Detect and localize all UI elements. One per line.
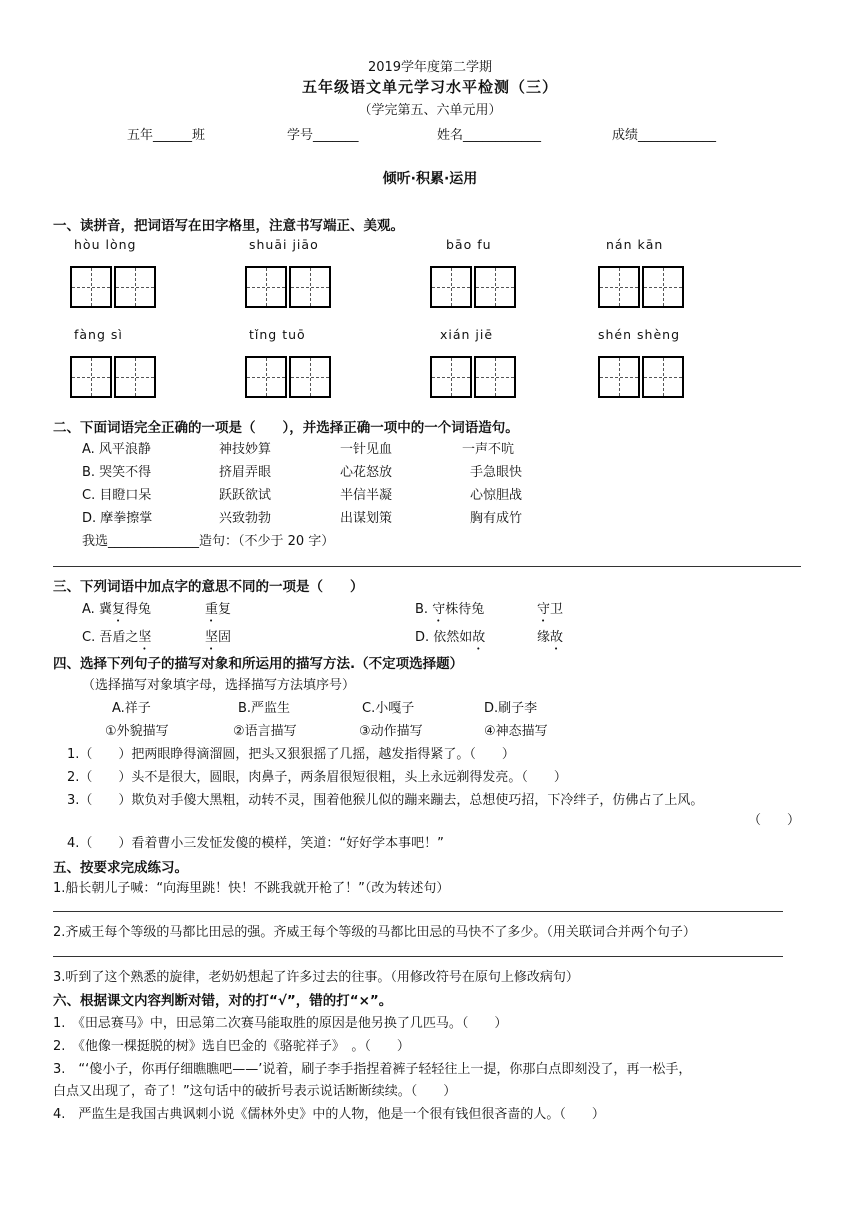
tianzi-grid-3[interactable] bbox=[430, 266, 518, 310]
pinyin-1: hòu lòng bbox=[74, 237, 137, 252]
q3-option-b[interactable] bbox=[415, 598, 484, 625]
q2-option-d[interactable]: D. 摩拳擦掌 bbox=[82, 511, 153, 526]
student-number-field[interactable]: 学号_______ bbox=[287, 128, 359, 143]
q2-word: 一声不吭 bbox=[462, 442, 515, 457]
score-field[interactable]: 成绩____________ bbox=[612, 128, 717, 143]
q2-word: 兴致勃勃 bbox=[219, 511, 272, 526]
q2-sentence-prompt: 我选______________造句：（不少于 20 字） bbox=[82, 534, 335, 549]
class-field[interactable]: 五年______班 bbox=[127, 128, 206, 143]
tianzi-grid-6[interactable] bbox=[245, 356, 333, 400]
pinyin-7: xián jiē bbox=[440, 327, 494, 342]
q2-option-a[interactable]: A. 风平浪静 bbox=[82, 442, 151, 457]
q3-option-a-label: A. bbox=[82, 602, 99, 617]
q3-a-word-2: 重复 bbox=[205, 602, 232, 617]
q5-item-1: 1.船长朝儿子喊：“向海里跳！快！不跳我就开枪了！”（改为转述句） bbox=[53, 881, 450, 896]
pinyin-3: bāo fu bbox=[446, 237, 492, 252]
q2-word: 跃跃欲试 bbox=[219, 488, 272, 503]
tianzi-grid-1[interactable] bbox=[70, 266, 158, 310]
q4-method-2: ②语言描写 bbox=[233, 724, 297, 739]
page-subtitle: （学完第五、六单元用） bbox=[358, 103, 502, 118]
q3-option-c[interactable] bbox=[82, 626, 151, 653]
q3-a-word-1: 冀复得兔 bbox=[98, 602, 151, 617]
q4-object-d: D.刷子李 bbox=[484, 701, 538, 716]
q1-heading: 一、读拼音，把词语写在田字格里，注意书写端正、美观。 bbox=[53, 218, 404, 234]
pinyin-5: fàng sì bbox=[74, 327, 123, 342]
q2-word: 神技妙算 bbox=[219, 442, 272, 457]
q3-heading: 三、下列词语中加点字的意思不同的一项是（ ） bbox=[53, 579, 364, 595]
q3-option-c-label: C. bbox=[82, 630, 100, 645]
pinyin-8: shén shèng bbox=[598, 327, 681, 342]
q4-method-3: ③动作描写 bbox=[359, 724, 423, 739]
q2-word: 出谋划策 bbox=[340, 511, 393, 526]
page-title: 五年级语文单元学习水平检测（三） bbox=[301, 78, 558, 96]
q3-option-d-label: D. bbox=[415, 630, 434, 645]
q4-method-1: ①外貌描写 bbox=[105, 724, 169, 739]
q4-item-1[interactable]: 1.（ ）把两眼睁得滴溜圆，把头又狠狠摇了几摇，越发指得紧了。（ ） bbox=[67, 747, 515, 762]
pinyin-2: shuāi jiāo bbox=[249, 237, 319, 252]
pinyin-6: tǐng tuō bbox=[249, 327, 306, 342]
q2-option-b[interactable]: B. 哭笑不得 bbox=[82, 465, 152, 480]
q6-item-3[interactable]: 3. “‘傻小子，你再仔细瞧瞧吧——’说着，刷子李手指捏着裤子轻轻往上一提，你那白点即刻没了，再一松手， bbox=[53, 1062, 692, 1077]
q6-heading: 六、根据课文内容判断对错，对的打“√”，错的打“×”。 bbox=[53, 993, 393, 1009]
q2-word: 心惊胆战 bbox=[470, 488, 523, 503]
q4-object-c: C.小嘎子 bbox=[362, 701, 415, 716]
q6-item-3-cont[interactable]: 白点又出现了，奇了！”这句话中的破折号表示说话断断续续。（ ） bbox=[53, 1084, 457, 1099]
q3-b-word-2: 守卫 bbox=[537, 602, 564, 617]
q2-word: 手急眼快 bbox=[470, 465, 523, 480]
q6-item-2[interactable]: 2. 《他像一棵挺脱的树》选自巴金的《骆驼祥子》 。（ ） bbox=[53, 1039, 410, 1054]
tianzi-grid-5[interactable] bbox=[70, 356, 158, 400]
q5-answer-line-2[interactable] bbox=[53, 956, 783, 957]
q2-word: 胸有成竹 bbox=[470, 511, 523, 526]
q3-d-word-2: 缘故 bbox=[537, 630, 564, 645]
pinyin-4: nán kān bbox=[606, 237, 664, 252]
q5-item-2: 2.齐威王每个等级的马都比田忌的强。齐威王每个等级的马都比田忌的马快不了多少。（用关联词合并两个句子） bbox=[53, 925, 696, 940]
tianzi-grid-4[interactable] bbox=[598, 266, 686, 310]
tianzi-grid-8[interactable] bbox=[598, 356, 686, 400]
q3-option-d[interactable] bbox=[415, 626, 485, 653]
q6-item-1[interactable]: 1. 《田忌赛马》中，田忌第二次赛马能取胜的原因是他另换了几匹马。（ ） bbox=[53, 1016, 508, 1031]
q2-option-c[interactable]: C. 目瞪口呆 bbox=[82, 488, 152, 503]
q4-note: （选择描写对象填字母，选择描写方法填序号） bbox=[82, 678, 356, 693]
q5-answer-line-1[interactable] bbox=[53, 911, 783, 912]
q4-heading: 四、选择下列句子的描写对象和所运用的描写方法.（不定项选择题） bbox=[53, 656, 464, 672]
school-year: 2019学年度第二学期 bbox=[367, 60, 493, 75]
q5-item-3: 3.听到了这个熟悉的旋律，老奶奶想起了许多过去的往事。（用修改符号在原句上修改病句） bbox=[53, 970, 579, 985]
tianzi-grid-2[interactable] bbox=[245, 266, 333, 310]
q3-option-a[interactable] bbox=[82, 598, 151, 625]
q4-item-3[interactable]: 3.（ ）欺负对手傻大黑粗，动转不灵，围着他猴儿似的蹦来蹦去，总想使巧招，下冷绊子，仿佛占了上风。 bbox=[67, 793, 704, 808]
q2-word: 一针见血 bbox=[340, 442, 393, 457]
q3-c-word-2: 坚固 bbox=[205, 630, 232, 645]
q4-item-4[interactable]: 4.（ ）看着曹小三发怔发傻的模样，笑道：“好好学本事吧！” bbox=[67, 836, 444, 851]
q3-d-word-1: 依然如故 bbox=[433, 630, 486, 645]
q4-method-4: ④神态描写 bbox=[484, 724, 548, 739]
q4-item-3-answer[interactable]: （ ） bbox=[748, 813, 801, 828]
q2-word: 心花怒放 bbox=[340, 465, 393, 480]
q3-b-word-1: 守株待兔 bbox=[432, 602, 485, 617]
q5-heading: 五、按要求完成练习。 bbox=[53, 860, 188, 876]
q2-heading: 二、下面词语完全正确的一项是（ ），并选择正确一项中的一个词语造句。 bbox=[53, 420, 519, 436]
q2-word: 挤眉弄眼 bbox=[219, 465, 272, 480]
tianzi-grid-7[interactable] bbox=[430, 356, 518, 400]
q4-object-b: B.严监生 bbox=[238, 701, 291, 716]
q4-object-a: A.祥子 bbox=[112, 701, 151, 716]
q2-word: 半信半凝 bbox=[340, 488, 393, 503]
q6-item-4[interactable]: 4. 严监生是我国古典讽刺小说《儒林外史》中的人物，他是一个很有钱但很吝啬的人。（ ） bbox=[53, 1107, 605, 1122]
section-title: 倾听·积累·运用 bbox=[382, 171, 478, 187]
q3-option-b-label: B. bbox=[415, 602, 433, 617]
q4-item-2[interactable]: 2.（ ）头不是很大，圆眼，肉鼻子，两条眉很短很粗，头上永远剃得发亮。（ ） bbox=[67, 770, 567, 785]
name-field[interactable]: 姓名____________ bbox=[437, 128, 542, 143]
q3-c-word-1: 吾盾之坚 bbox=[99, 630, 152, 645]
q2-answer-line[interactable] bbox=[53, 566, 801, 567]
